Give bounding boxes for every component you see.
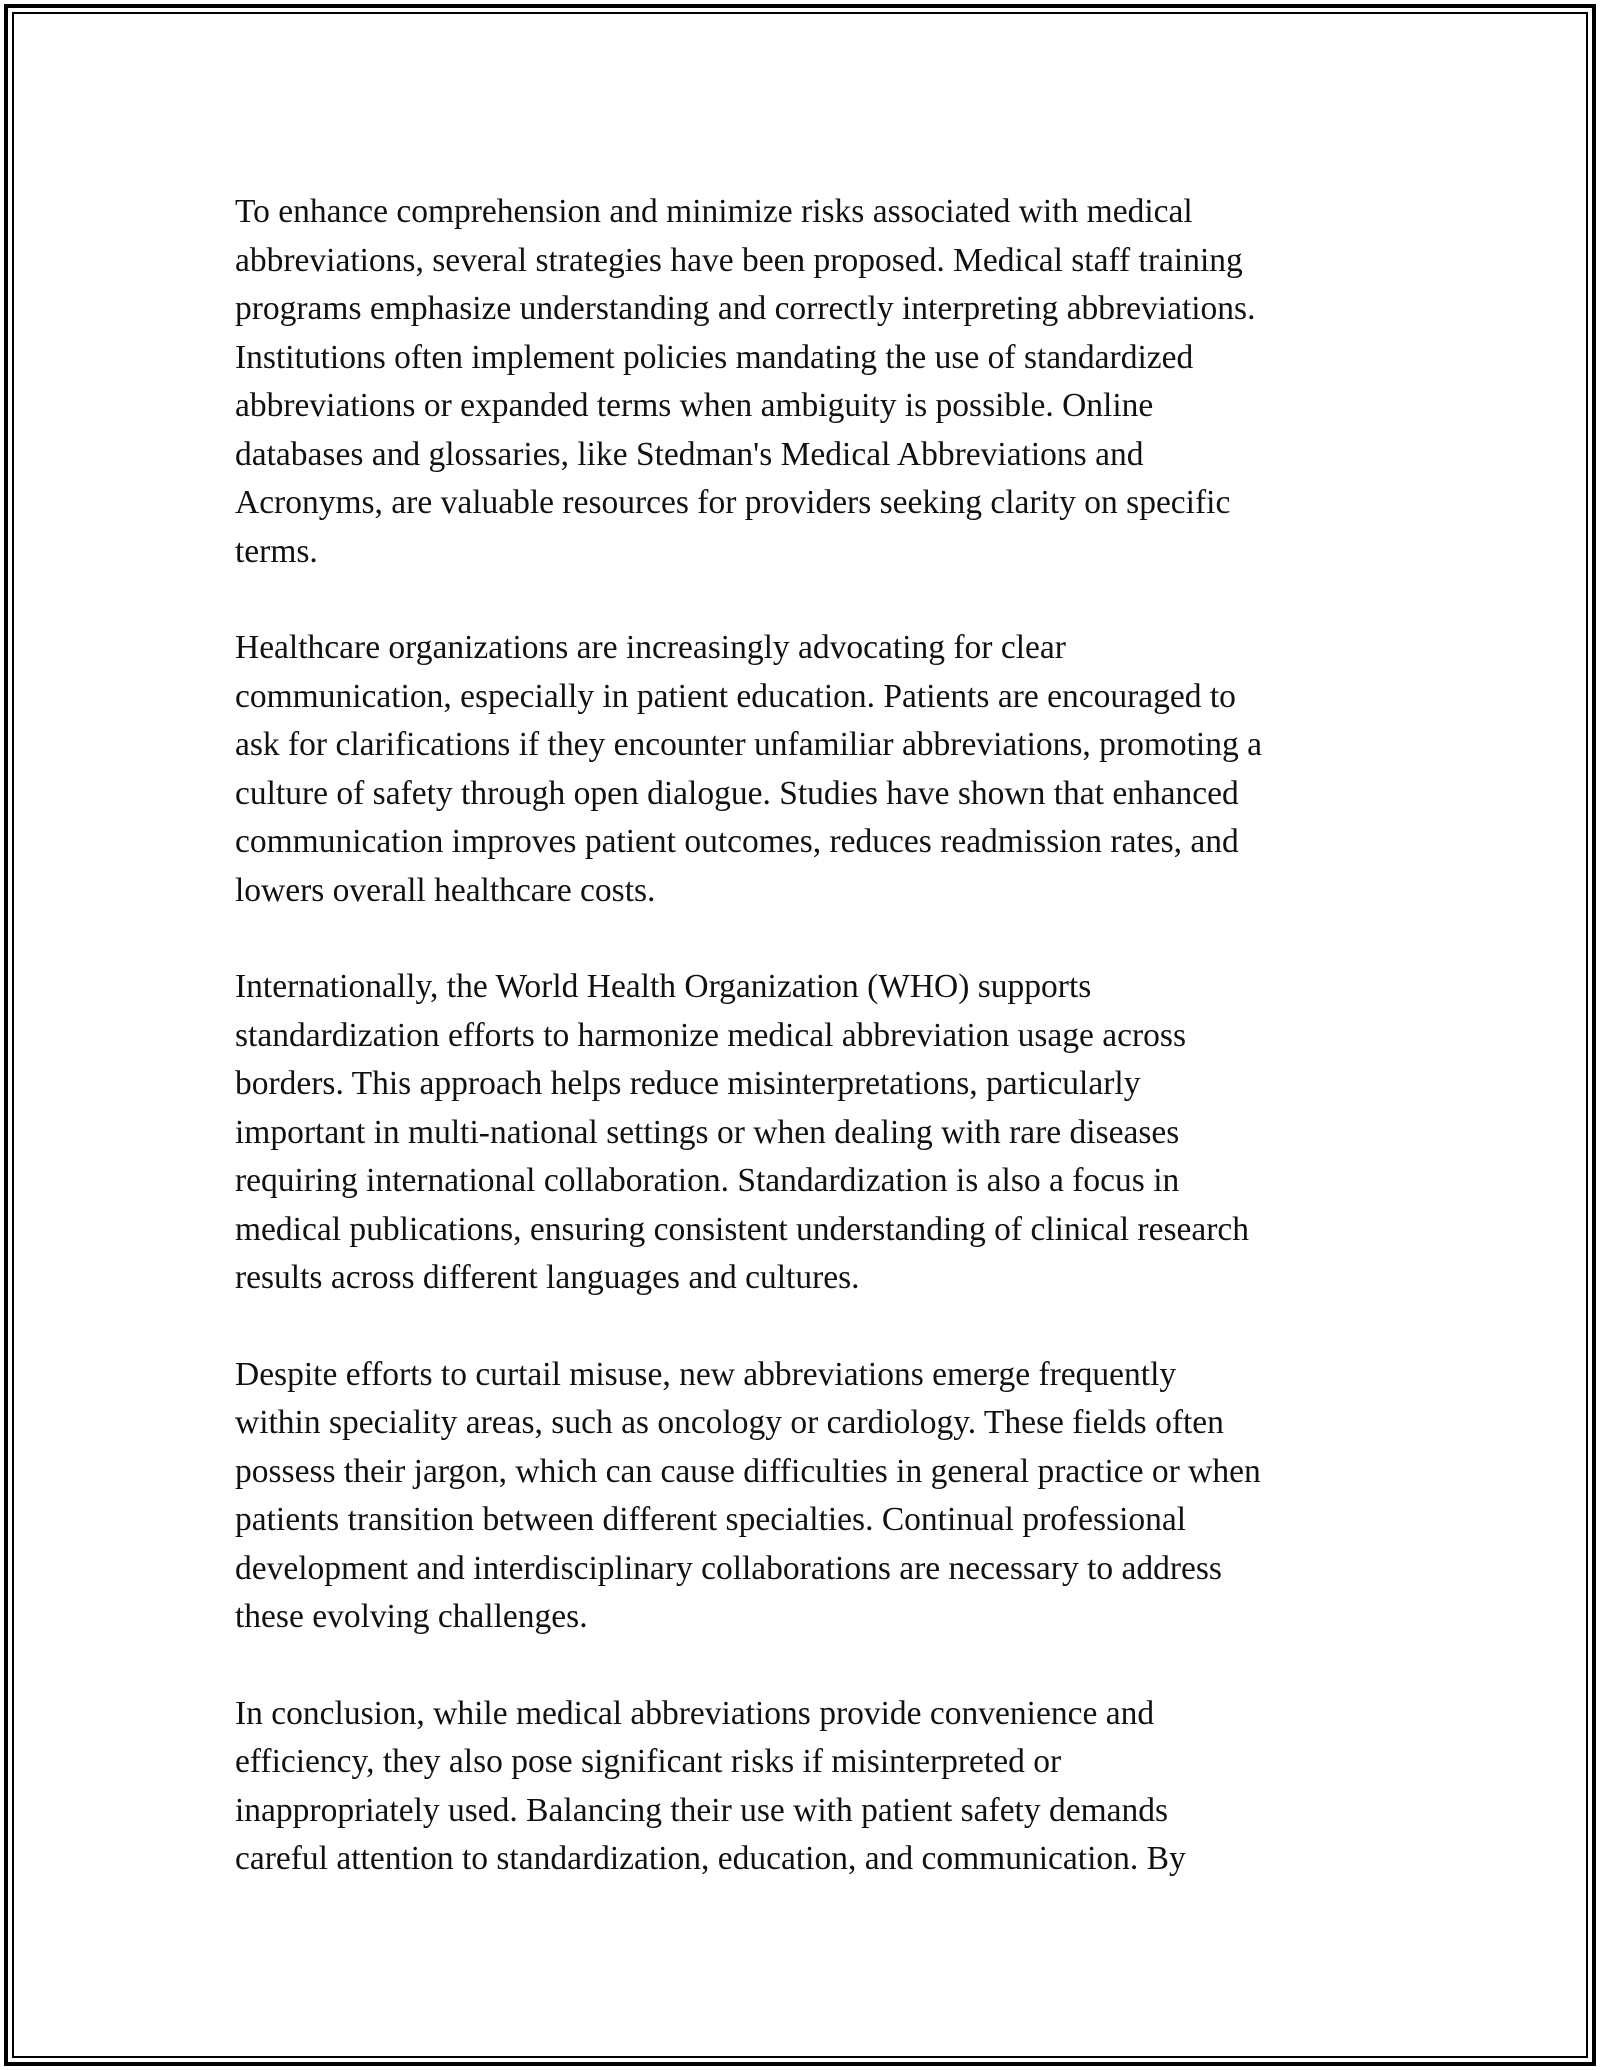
text-line: communication, especially in patient education. Patients are encouraged to	[235, 677, 1236, 715]
text-line: within speciality areas, such as oncology or cardiology. These fields often	[235, 1404, 1224, 1441]
text-line: databases and glossaries, like Stedman's Medical Abbreviations and	[235, 435, 1144, 473]
paragraph-strategies	[235, 188, 1385, 576]
text-line: important in multi-national settings or when dealing with rare diseases	[235, 1113, 1180, 1151]
text-line: To enhance comprehension and minimize risks associated with medical	[235, 193, 1193, 230]
text-line: standardization efforts to harmonize medical abbreviation usage across	[235, 1016, 1186, 1054]
text-line: possess their jargon, which can cause difficulties in general practice or when	[235, 1452, 1261, 1490]
text-line: requiring international collaboration. Standardization is also a focus in	[235, 1162, 1180, 1199]
text-line: Institutions often implement policies mandating the use of standardized	[235, 338, 1194, 376]
paragraph-international	[235, 963, 1385, 1303]
text-line: terms.	[235, 532, 318, 570]
text-line: lowers overall healthcare costs.	[235, 871, 656, 909]
text-line: inappropriately used. Balancing their use with patient safety demands	[235, 1791, 1169, 1829]
text-line: abbreviations or expanded terms when ambiguity is possible. Online	[235, 387, 1154, 424]
text-line: programs emphasize understanding and correctly interpreting abbreviations.	[235, 290, 1256, 327]
paragraph-new-abbreviations	[235, 1351, 1385, 1642]
text-line: results across different languages and cultures.	[235, 1259, 860, 1296]
text-line: Acronyms, are valuable resources for providers seeking clarity on specific	[235, 484, 1231, 521]
text-line: medical publications, ensuring consistent understanding of clinical research	[235, 1210, 1249, 1248]
text-line: Internationally, the World Health Organization (WHO) supports	[235, 968, 1092, 1005]
text-line: borders. This approach helps reduce misinterpretations, particularly	[235, 1065, 1141, 1102]
text-line: culture of safety through open dialogue. Studies have shown that enhanced	[235, 774, 1239, 812]
text-line: In conclusion, while medical abbreviations provide convenience and	[235, 1694, 1155, 1732]
text-line: patients transition between different specialties. Continual professional	[235, 1501, 1187, 1538]
text-line: Despite efforts to curtail misuse, new abbreviations emerge frequently	[235, 1355, 1177, 1393]
text-line: careful attention to standardization, education, and communication. By	[235, 1840, 1186, 1877]
text-line: development and interdisciplinary collaborations are necessary to address	[235, 1549, 1222, 1587]
text-line: these evolving challenges.	[235, 1598, 588, 1635]
text-line: ask for clarifications if they encounter unfamiliar abbreviations, promoting a	[235, 726, 1262, 763]
document-body	[235, 188, 1385, 1932]
paragraph-conclusion	[235, 1690, 1385, 1884]
text-line: communication improves patient outcomes, reduces readmission rates, and	[235, 823, 1239, 860]
text-line: efficiency, they also pose significant risks if misinterpreted or	[235, 1743, 1062, 1780]
text-line: Healthcare organizations are increasingly advocating for clear	[235, 629, 1066, 666]
paragraph-communication	[235, 624, 1385, 915]
text-line: abbreviations, several strategies have been proposed. Medical staff training	[235, 241, 1243, 279]
